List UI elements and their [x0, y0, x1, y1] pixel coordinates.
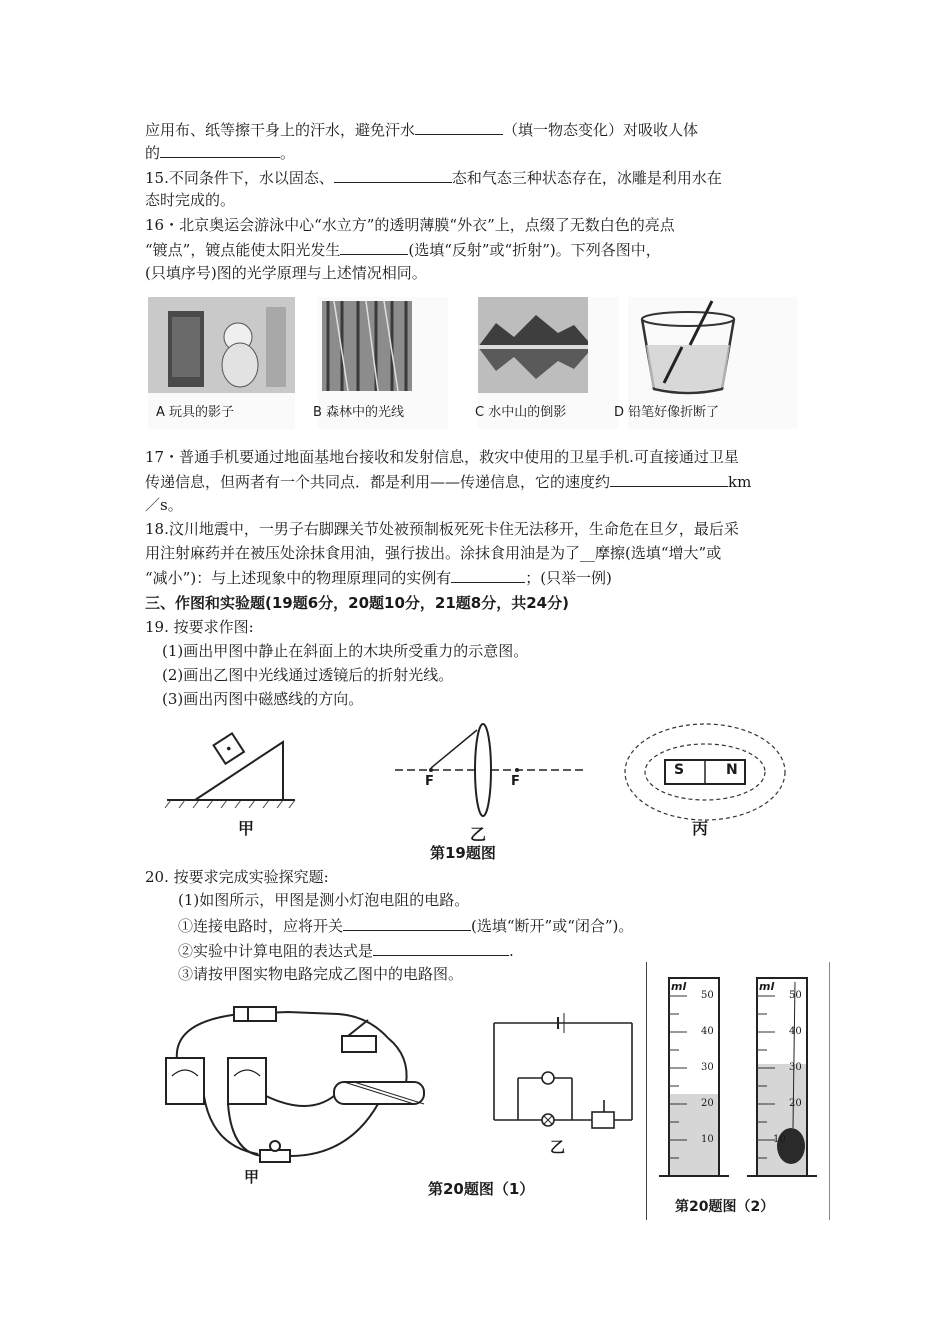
real-circuit	[166, 1007, 424, 1162]
label-yi: 乙	[470, 825, 487, 844]
answer-blank[interactable]	[415, 118, 503, 135]
question-18-line-1: 18.汶川地震中，一男子右脚踝关节处被预制板死死卡住无法移开，生命危在旦夕，最后采	[145, 520, 739, 538]
lens-diagram	[395, 724, 585, 816]
question-19-title: 19. 按要求作图:	[145, 618, 254, 636]
question-19-item-3: (3)画出丙图中磁感线的方向。	[162, 690, 364, 708]
question-16-line-1: 16・北京奥运会游泳中心“水立方”的透明薄膜“外衣”上，点缀了无数白色的亮点	[145, 216, 675, 234]
answer-blank[interactable]	[451, 566, 525, 583]
question-15-line-1: 15.不同条件下，水以固态、 态和气态三种状态存在，冰雕是利用水在	[145, 166, 722, 189]
answer-blank[interactable]	[610, 470, 728, 487]
text-line-2: 的 。	[145, 141, 295, 164]
photo-toy-shadow	[148, 297, 295, 429]
question-19-item-2: (2)画出乙图中光线通过透镜后的折射光线。	[162, 666, 454, 684]
label-jia: 甲	[238, 819, 255, 838]
photo-mountain-reflection	[475, 297, 618, 429]
tick-label: 10	[701, 1134, 714, 1145]
tick-label: 20	[701, 1098, 714, 1109]
answer-blank[interactable]	[160, 141, 280, 158]
ml-unit-left: ml	[671, 980, 687, 993]
tick-label: 50	[701, 990, 714, 1001]
tick-label: 40	[701, 1026, 714, 1037]
tick-label: 30	[789, 1062, 802, 1073]
question-17-line-2: 传递信息，但两者有一个共同点．都是利用——传递信息，它的速度约 km	[145, 470, 751, 493]
question-20-title: 20. 按要求完成实验探究题:	[145, 868, 329, 886]
label-jia: 甲	[244, 1168, 260, 1186]
answer-blank[interactable]	[340, 238, 408, 255]
photo-caption-d: D 铅笔好像折断了	[614, 405, 720, 420]
question-20-item-2: ①连接电路时，应将开关 (选填“断开”或“闭合”)。	[178, 914, 633, 937]
label-yi: 乙	[550, 1138, 566, 1156]
incline-diagram	[165, 733, 295, 808]
focus-left-label: F	[425, 774, 434, 789]
photo-caption-c: C 水中山的倒影	[475, 405, 567, 420]
answer-blank[interactable]	[343, 914, 471, 931]
tick-label: 30	[701, 1062, 714, 1073]
tick-label: 50	[789, 990, 802, 1001]
photo-forest-light	[313, 297, 448, 429]
question-20-item-1: (1)如图所示，甲图是测小灯泡电阻的电路。	[178, 891, 470, 909]
figure-20-1	[148, 996, 638, 1206]
label-bing: 丙	[692, 819, 709, 838]
figure-20-1-drawing	[148, 996, 638, 1206]
figure-19	[145, 712, 800, 860]
question-20-item-3: ②实验中计算电阻的表达式是 .	[178, 939, 514, 962]
magnet-s-pole: S	[674, 762, 685, 778]
question-17-line-1: 17・普通手机要通过地面基地台接收和发射信息，救灾中使用的卫星手机.可直接通过卫星	[145, 448, 739, 466]
figure-19-caption: 第19题图	[430, 844, 496, 862]
photo-caption-b: B 森林中的光线	[313, 405, 405, 420]
question-16-line-2: “镀点”，镀点能使太阳光发生 (选填“反射”或“折射”)。下列各图中，	[145, 238, 661, 261]
schematic-circuit	[494, 1013, 632, 1128]
question-17-line-3: ／s。	[145, 496, 183, 514]
question-19-item-1: (1)画出甲图中静止在斜面上的木块所受重力的示意图。	[162, 642, 529, 660]
text-line-1: 应用布、纸等擦干身上的汗水，避免汗水 （填一物态变化）对吸收人体	[145, 118, 698, 141]
tick-label: 20	[789, 1098, 802, 1109]
ml-unit-right: ml	[759, 980, 775, 993]
section-3-heading: 三、作图和实验题(19题6分，20题10分，21题8分，共24分)	[145, 594, 569, 612]
answer-blank[interactable]	[334, 166, 452, 183]
question-16-line-3: (只填序号)图的光学原理与上述情况相同。	[145, 264, 427, 282]
answer-blank[interactable]	[373, 939, 509, 956]
question-15-line-2: 态时完成的。	[145, 191, 236, 209]
focus-right-label: F	[511, 774, 520, 789]
tick-label: 40	[789, 1026, 802, 1037]
question-20-item-4: ③请按甲图实物电路完成乙图中的电路图。	[178, 965, 464, 983]
figure-20-2-caption: 第20题图（2）	[675, 1199, 775, 1215]
magnet-diagram	[625, 724, 785, 820]
figure-20-1-caption: 第20题图（1）	[428, 1180, 535, 1198]
tick-label: 10	[773, 1134, 786, 1145]
question-18-line-2: 用注射麻药并在被压处涂抹食用油，强行拔出。涂抹食用油是为了__摩擦(选填“增大”或	[145, 544, 722, 562]
magnet-n-pole: N	[726, 762, 738, 778]
photo-bent-pencil	[614, 297, 798, 429]
photo-caption-a: A 玩具的影子	[156, 405, 235, 420]
figure-20-2	[646, 962, 830, 1220]
question-18-line-3: “减小”)：与上述现象中的物理原理同的实例有 ；(只举一例)	[145, 566, 612, 589]
